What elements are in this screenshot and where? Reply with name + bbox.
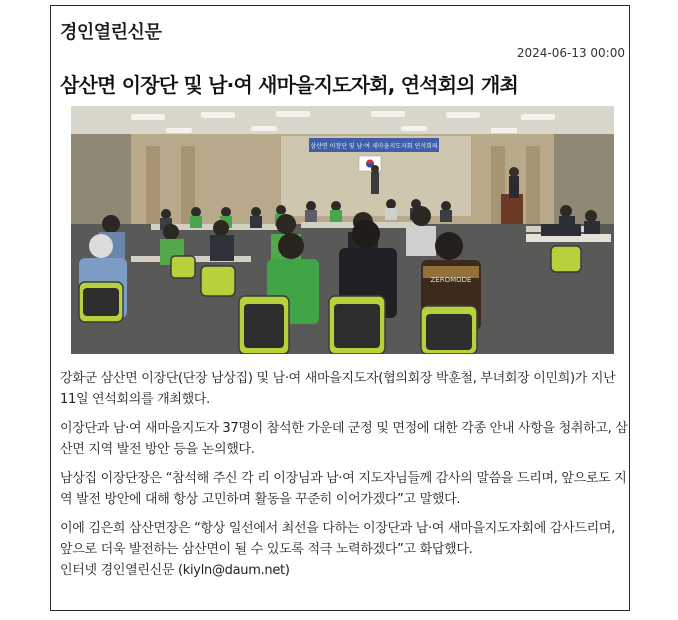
article-body <box>60 368 628 581</box>
article-byline: 인터넷 경인열린신문 (kiyln@daum.net) <box>60 563 290 578</box>
newspaper-name[interactable]: 경인열린신문 <box>60 22 162 43</box>
article-paragraph-1: 강화군 삼산면 이장단(단장 남상집) 및 남·여 새마을지도자(협의회장 박훈철, 부녀회장 이민희)가 지난 11일 연석회의를 개최했다. <box>60 371 616 407</box>
article-headline: 삼산면 이장단 및 남·여 새마을지도자회, 연석회의 개최 <box>60 73 519 97</box>
article-paragraph-4: 이에 김은희 삼산면장은 “항상 일선에서 최선을 다하는 이장단과 남·여 새마을지도자회에 감사드리며, 앞으로 더욱 발전하는 삼산면이 될 수 있도록 적극 노력하겠다”고 화답했다. <box>60 521 616 557</box>
article-paragraph-2: 이장단과 남·여 새마을지도자 37명이 참석한 가운데 군정 및 면정에 대한 각종 안내 사항을 청취하고, 삼산면 지역 발전 방안 등을 논의했다. <box>60 421 628 457</box>
article-paragraph-3: 남상집 이장단장은 “참석해 주신 각 리 이장님과 남·여 지도자님들께 감사의 말씀을 드리며, 앞으로도 지역 발전 방안에 대해 항상 고민하며 활동을 꾸준히 이어가겠다”고 말했다. <box>60 471 627 507</box>
article-datetime: 2024-06-13 00:00 <box>516 46 625 60</box>
photo-banner-text: 삼산면 이장단 및 남·여 새마을지도자회 연석회의 <box>310 143 438 150</box>
article-frame <box>50 5 630 611</box>
photo-jacket-text: ZEROMODE <box>430 276 472 284</box>
article-photo <box>71 106 614 354</box>
